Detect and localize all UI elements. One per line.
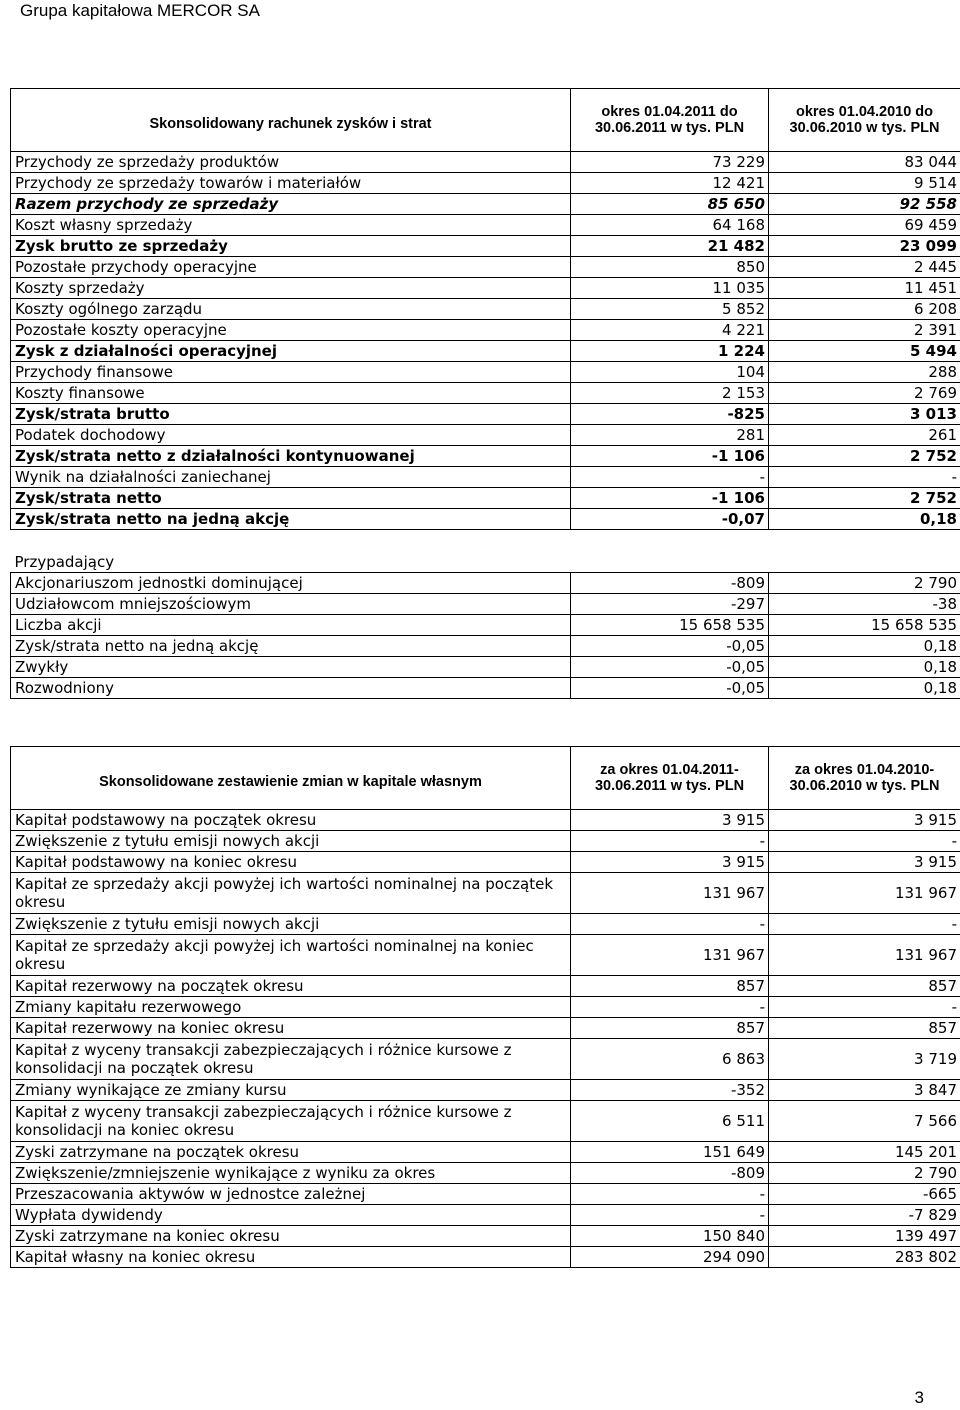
- spacer-row: [11, 530, 960, 553]
- row-value-2010: 2 752: [769, 446, 960, 467]
- row-value-2010: 2 752: [769, 488, 960, 509]
- equity-row: [11, 997, 960, 1018]
- row-value-2011: 294 090: [571, 1247, 769, 1268]
- row-value-2011: 12 421: [571, 173, 769, 194]
- row-value-2011: 2 153: [571, 383, 769, 404]
- income-row: [11, 467, 960, 488]
- row-label: Akcjonariuszom jednostki dominującej: [11, 573, 571, 594]
- row-value-2010: 23 099: [769, 236, 960, 257]
- row-label: Kapitał ze sprzedaży akcji powyżej ich wartości nominalnej na początek okresu: [11, 873, 571, 914]
- row-label: Wynik na działalności zaniechanej: [11, 467, 571, 488]
- row-value-2011: -: [571, 831, 769, 852]
- row-value-2010: 0,18: [769, 509, 960, 530]
- row-label: Koszty sprzedaży: [11, 278, 571, 299]
- row-value-2011: 3 915: [571, 810, 769, 831]
- attribution-row: [11, 615, 960, 636]
- row-label: Zysk/strata netto na jedną akcję: [11, 509, 571, 530]
- attribution-label: Przypadający: [14, 553, 115, 571]
- row-value-2010: 0,18: [769, 657, 960, 678]
- row-label: Kapitał ze sprzedaży akcji powyżej ich wartości nominalnej na koniec okresu: [11, 935, 571, 976]
- row-value-2010: 92 558: [769, 194, 960, 215]
- row-label: Udziałowcom mniejszościowym: [11, 594, 571, 615]
- row-label: Kapitał własny na koniec okresu: [11, 1247, 571, 1268]
- row-value-2011: -: [571, 914, 769, 935]
- row-value-2010: -665: [769, 1184, 960, 1205]
- income-row: [11, 299, 960, 320]
- row-value-2011: 85 650: [571, 194, 769, 215]
- row-value-2010: 283 802: [769, 1247, 960, 1268]
- income-row: [11, 173, 960, 194]
- equity-row: [11, 1101, 960, 1142]
- row-value-2010: 2 769: [769, 383, 960, 404]
- income-row: [11, 236, 960, 257]
- row-label: Przeszacowania aktywów w jednostce zależnej: [11, 1184, 571, 1205]
- row-value-2010: 2 391: [769, 320, 960, 341]
- equity-row: [11, 831, 960, 852]
- row-label: Zwiększenie z tytułu emisji nowych akcji: [11, 831, 571, 852]
- row-value-2010: 288: [769, 362, 960, 383]
- equity-row: [11, 1184, 960, 1205]
- equity-title: Skonsolidowane zestawienie zmian w kapitale własnym: [11, 747, 571, 810]
- row-value-2010: 69 459: [769, 215, 960, 236]
- row-value-2011: -352: [571, 1080, 769, 1101]
- row-label: Zysk brutto ze sprzedaży: [11, 236, 571, 257]
- income-col1-header: okres 01.04.2011 do 30.06.2011 w tys. PLN: [571, 89, 769, 152]
- row-value-2010: 2 445: [769, 257, 960, 278]
- income-row: [11, 509, 960, 530]
- page-number: 3: [914, 1388, 924, 1407]
- row-value-2010: 0,18: [769, 678, 960, 699]
- income-row: [11, 152, 960, 173]
- row-value-2011: 6 863: [571, 1039, 769, 1080]
- row-value-2010: 5 494: [769, 341, 960, 362]
- row-label: Pozostałe koszty operacyjne: [11, 320, 571, 341]
- row-value-2011: 3 915: [571, 852, 769, 873]
- row-value-2011: 73 229: [571, 152, 769, 173]
- row-label: Koszty finansowe: [11, 383, 571, 404]
- equity-row: [11, 1039, 960, 1080]
- equity-row: [11, 1163, 960, 1184]
- income-row: [11, 488, 960, 509]
- income-statement-table: [10, 88, 960, 699]
- attribution-label-row: [11, 552, 960, 573]
- equity-row: [11, 935, 960, 976]
- income-row: [11, 215, 960, 236]
- row-value-2011: 15 658 535: [571, 615, 769, 636]
- equity-row: [11, 976, 960, 997]
- page-header: Grupa kapitałowa MERCOR SA: [20, 1, 260, 20]
- row-label: Pozostałe przychody operacyjne: [11, 257, 571, 278]
- row-value-2010: 2 790: [769, 1163, 960, 1184]
- row-value-2011: 64 168: [571, 215, 769, 236]
- row-label: Zysk z działalności operacyjnej: [11, 341, 571, 362]
- row-value-2010: 2 790: [769, 573, 960, 594]
- equity-row: [11, 1142, 960, 1163]
- row-value-2011: -0,05: [571, 678, 769, 699]
- row-value-2011: -1 106: [571, 446, 769, 467]
- row-label: Zwiększenie z tytułu emisji nowych akcji: [11, 914, 571, 935]
- row-value-2011: -0,07: [571, 509, 769, 530]
- row-label: Koszt własny sprzedaży: [11, 215, 571, 236]
- row-value-2011: 150 840: [571, 1226, 769, 1247]
- row-value-2010: -: [769, 914, 960, 935]
- row-value-2011: -0,05: [571, 657, 769, 678]
- row-label: Przychody ze sprzedaży towarów i materiałów: [11, 173, 571, 194]
- row-value-2010: 15 658 535: [769, 615, 960, 636]
- row-value-2010: 83 044: [769, 152, 960, 173]
- row-value-2011: 1 224: [571, 341, 769, 362]
- row-value-2010: 6 208: [769, 299, 960, 320]
- row-label: Zyski zatrzymane na początek okresu: [11, 1142, 571, 1163]
- income-row: [11, 362, 960, 383]
- attribution-row: [11, 657, 960, 678]
- row-value-2011: -1 106: [571, 488, 769, 509]
- row-value-2010: -: [769, 997, 960, 1018]
- income-title: Skonsolidowany rachunek zysków i strat: [11, 89, 571, 152]
- row-label: Zysk/strata netto z działalności kontynuowanej: [11, 446, 571, 467]
- row-label: Zwiększenie/zmniejszenie wynikające z wyniku za okres: [11, 1163, 571, 1184]
- row-value-2010: 261: [769, 425, 960, 446]
- row-label: Kapitał podstawowy na początek okresu: [11, 810, 571, 831]
- row-value-2010: 9 514: [769, 173, 960, 194]
- row-value-2011: 131 967: [571, 873, 769, 914]
- equity-changes-table: [10, 746, 960, 1268]
- income-row: [11, 404, 960, 425]
- row-value-2011: -: [571, 1205, 769, 1226]
- row-value-2011: -: [571, 467, 769, 488]
- attribution-row: [11, 594, 960, 615]
- row-value-2010: 857: [769, 976, 960, 997]
- row-value-2011: 850: [571, 257, 769, 278]
- row-value-2010: 857: [769, 1018, 960, 1039]
- equity-row: [11, 914, 960, 935]
- row-value-2011: 11 035: [571, 278, 769, 299]
- row-label: Zmiany wynikające ze zmiany kursu: [11, 1080, 571, 1101]
- row-value-2010: 7 566: [769, 1101, 960, 1142]
- row-value-2010: 3 847: [769, 1080, 960, 1101]
- row-value-2010: 3 915: [769, 810, 960, 831]
- row-label: Rozwodniony: [11, 678, 571, 699]
- row-value-2011: -809: [571, 573, 769, 594]
- row-label: Kapitał podstawowy na koniec okresu: [11, 852, 571, 873]
- income-row: [11, 446, 960, 467]
- equity-row: [11, 1018, 960, 1039]
- row-value-2011: 281: [571, 425, 769, 446]
- row-value-2010: 131 967: [769, 935, 960, 976]
- income-header-row: [11, 89, 960, 152]
- row-value-2010: 3 719: [769, 1039, 960, 1080]
- equity-row: [11, 810, 960, 831]
- equity-row: [11, 873, 960, 914]
- income-col2-header: okres 01.04.2010 do 30.06.2010 w tys. PLN: [769, 89, 960, 152]
- row-label: Przychody finansowe: [11, 362, 571, 383]
- equity-row: [11, 1226, 960, 1247]
- equity-row: [11, 1205, 960, 1226]
- income-row: [11, 194, 960, 215]
- row-value-2011: 5 852: [571, 299, 769, 320]
- income-row: [11, 257, 960, 278]
- row-label: Zmiany kapitału rezerwowego: [11, 997, 571, 1018]
- row-label: Kapitał z wyceny transakcji zabezpieczających i różnice kursowe z konsolidacji na koniec okresu: [11, 1101, 571, 1142]
- row-value-2010: -7 829: [769, 1205, 960, 1226]
- equity-row: [11, 1247, 960, 1268]
- row-value-2011: 857: [571, 1018, 769, 1039]
- row-label: Kapitał rezerwowy na początek okresu: [11, 976, 571, 997]
- row-value-2010: -: [769, 467, 960, 488]
- equity-header-row: [11, 747, 960, 810]
- row-value-2011: -: [571, 997, 769, 1018]
- income-row: [11, 383, 960, 404]
- row-value-2010: 3 013: [769, 404, 960, 425]
- attribution-row: [11, 573, 960, 594]
- row-label: Razem przychody ze sprzedaży: [11, 194, 571, 215]
- equity-col2-header: za okres 01.04.2010-30.06.2010 w tys. PLN: [769, 747, 960, 810]
- equity-row: [11, 852, 960, 873]
- row-label: Kapitał rezerwowy na koniec okresu: [11, 1018, 571, 1039]
- income-row: [11, 425, 960, 446]
- row-value-2011: -0,05: [571, 636, 769, 657]
- row-value-2011: 151 649: [571, 1142, 769, 1163]
- equity-row: [11, 1080, 960, 1101]
- row-value-2011: 104: [571, 362, 769, 383]
- row-value-2011: 4 221: [571, 320, 769, 341]
- attribution-row: [11, 636, 960, 657]
- row-value-2010: 3 915: [769, 852, 960, 873]
- row-value-2010: 145 201: [769, 1142, 960, 1163]
- row-value-2010: 11 451: [769, 278, 960, 299]
- row-label: Zysk/strata netto: [11, 488, 571, 509]
- row-value-2011: 21 482: [571, 236, 769, 257]
- row-value-2010: -: [769, 831, 960, 852]
- row-value-2010: 139 497: [769, 1226, 960, 1247]
- equity-col1-header: za okres 01.04.2011-30.06.2011 w tys. PLN: [571, 747, 769, 810]
- row-value-2011: -: [571, 1184, 769, 1205]
- row-value-2011: 131 967: [571, 935, 769, 976]
- row-value-2010: -38: [769, 594, 960, 615]
- income-row: [11, 320, 960, 341]
- row-label: Przychody ze sprzedaży produktów: [11, 152, 571, 173]
- row-value-2011: -297: [571, 594, 769, 615]
- row-label: Liczba akcji: [11, 615, 571, 636]
- attribution-row: [11, 678, 960, 699]
- row-value-2011: -825: [571, 404, 769, 425]
- row-value-2011: 857: [571, 976, 769, 997]
- row-label: Zysk/strata netto na jedną akcję: [11, 636, 571, 657]
- row-label: Podatek dochodowy: [11, 425, 571, 446]
- row-label: Koszty ogólnego zarządu: [11, 299, 571, 320]
- row-label: Kapitał z wyceny transakcji zabezpieczających i różnice kursowe z konsolidacji na początek okresu: [11, 1039, 571, 1080]
- row-label: Wypłata dywidendy: [11, 1205, 571, 1226]
- income-row: [11, 278, 960, 299]
- row-value-2011: -809: [571, 1163, 769, 1184]
- row-value-2010: 131 967: [769, 873, 960, 914]
- row-label: Zyski zatrzymane na koniec okresu: [11, 1226, 571, 1247]
- row-label: Zysk/strata brutto: [11, 404, 571, 425]
- row-value-2011: 6 511: [571, 1101, 769, 1142]
- row-value-2010: 0,18: [769, 636, 960, 657]
- row-label: Zwykły: [11, 657, 571, 678]
- income-row: [11, 341, 960, 362]
